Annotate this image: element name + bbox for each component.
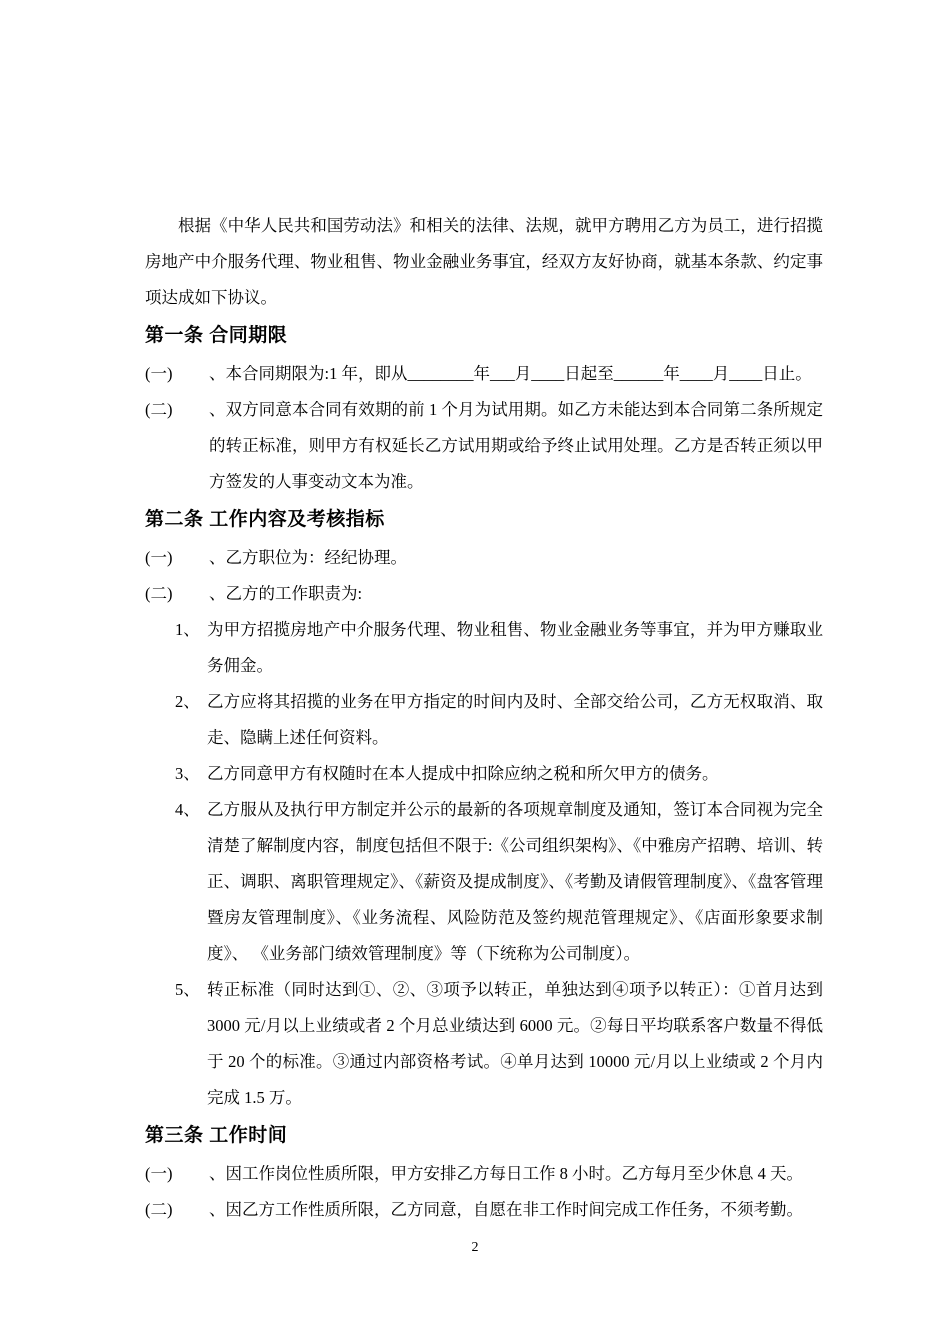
section-heading-article-3: 第三条 工作时间 — [145, 1125, 288, 1146]
section-heading-article-1: 第一条 合同期限 — [145, 325, 288, 346]
duty-item — [145, 792, 823, 972]
intro-paragraph: 根据《中华人民共和国劳动法》和相关的法律、法规，就甲方聘用乙方为员工，进行招揽房地产中介服务代理、物业租售、物业金融业务事宜，经双方友好协商，就基本条款、约定事项达成如下协议。 — [145, 216, 823, 307]
item-text: 乙方同意甲方有权随时在本人提成中扣除应纳之税和所欠甲方的债务。 — [207, 764, 719, 783]
clause-text: 、因乙方工作性质所限，乙方同意，自愿在非工作时间完成工作任务，不须考勤。 — [209, 1200, 803, 1219]
item-label: 5、 — [175, 980, 200, 999]
clause-text: 、乙方的工作职责为: — [209, 584, 363, 603]
item-label: 4、 — [175, 800, 200, 819]
item-text: 乙方服从及执行甲方制定并公示的最新的各项规章制度及通知，签订本合同视为完全清楚了解制度内容，制度包括但不限于:《公司组织架构》、《中雅房产招聘、培训、转正、调职、离职管理规定》、《薪资及提成制度》、《考勤及请假管理制度》、《盘客管理暨房友管理制度》、《业务流程、风险防范及签约规范管理规定》、《店面形象要求制度》、 《业务部门绩效管理制度》等（下统称为公司制度）。 — [207, 800, 823, 963]
item-text: 转正标准（同时达到①、②、③项予以转正，单独达到④项予以转正）：①首月达到 3000 元/月以上业绩或者 2 个月总业绩达到 6000 元。②每日平均联系客户数量不得低于 20 个的标准。③通过内部资格考试。④单月达到 10000 元/月以上业绩或 2 个月内完成 1.5 万。 — [207, 980, 823, 1107]
clause-row — [145, 1192, 823, 1228]
item-text: 乙方应将其招揽的业务在甲方指定的时间内及时、全部交给公司，乙方无权取消、取走、隐瞒上述任何资料。 — [207, 692, 823, 747]
duty-item — [145, 756, 823, 792]
item-label: 3、 — [175, 764, 200, 783]
clause-label: (二) — [145, 400, 173, 419]
clause-label: (二) — [145, 584, 173, 603]
item-text: 为甲方招揽房地产中介服务代理、物业租售、物业金融业务等事宜，并为甲方赚取业务佣金。 — [207, 620, 823, 675]
clause-label: (一) — [145, 1164, 173, 1183]
document-content — [145, 208, 823, 1228]
clause-label: (一) — [145, 364, 173, 383]
item-label: 1、 — [175, 620, 200, 639]
clause-row — [145, 576, 823, 612]
duty-item — [145, 684, 823, 756]
clause-text: 、双方同意本合同有效期的前 1 个月为试用期。如乙方未能达到本合同第二条所规定的转正标准，则甲方有权延长乙方试用期或给予终止试用处理。乙方是否转正须以甲方签发的人事变动文本为准。 — [209, 400, 823, 491]
item-label: 2、 — [175, 692, 200, 711]
clause-text: 、因工作岗位性质所限，甲方安排乙方每日工作 8 小时。乙方每月至少休息 4 天。 — [209, 1164, 803, 1183]
clause-text: 、乙方职位为：经纪协理。 — [209, 548, 407, 567]
section-heading-article-2: 第二条 工作内容及考核指标 — [145, 509, 385, 530]
clause-row — [145, 356, 823, 392]
clause-row — [145, 1156, 823, 1192]
page-number: 2 — [471, 1240, 479, 1255]
clause-label: (二) — [145, 1200, 173, 1219]
duty-item — [145, 612, 823, 684]
clause-row — [145, 392, 823, 500]
duty-item — [145, 972, 823, 1116]
clause-label: (一) — [145, 548, 173, 567]
clause-text: 、本合同期限为:1 年，即从________年___月____日起至______年____月____日止。 — [209, 364, 812, 383]
clause-row — [145, 540, 823, 576]
